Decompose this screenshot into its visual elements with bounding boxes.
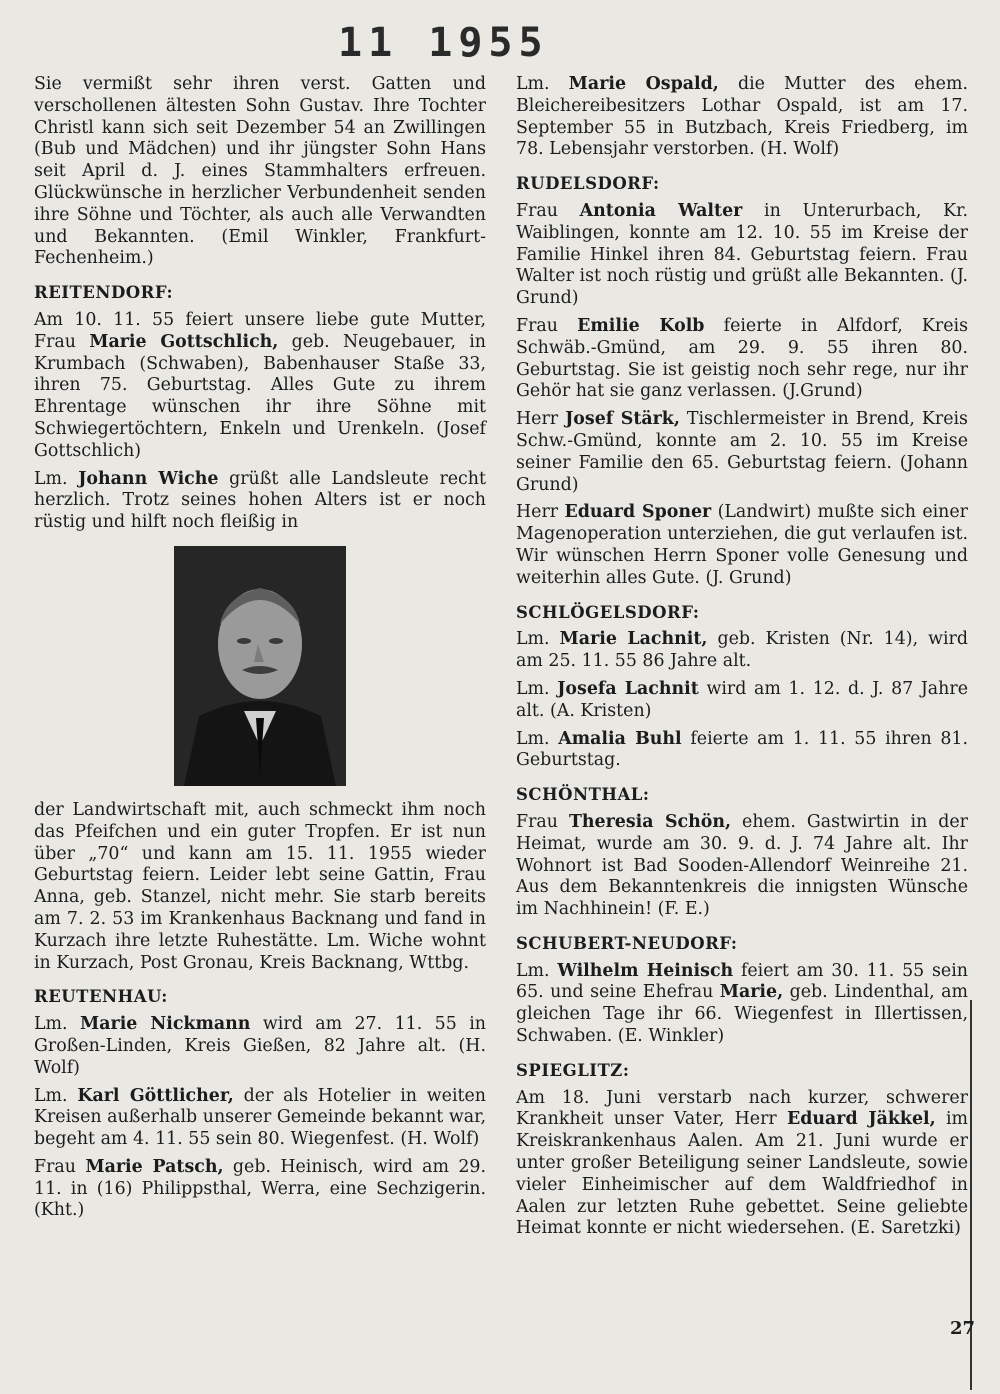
section-heading-reutenhau: REUTENHAU: [34,987,168,1007]
person-name: Marie Lachnit, [559,629,708,650]
page-number: 27 [950,1318,976,1339]
section-heading-spieglitz: SPIEGLITZ: [516,1060,630,1080]
person-name: Marie Gottschlich, [89,331,279,352]
paragraph: Lm. Marie Lachnit, geb. Kristen (Nr. 14), wird am 25. 11. 55 86 Jahre alt. [516,629,968,672]
intro-paragraph: Lm. Marie Ospald, die Mutter des ehem. Bleichereibesitzers Lothar Ospald, ist am 17. September 55 in Butzbach, Kreis Friedberg, im 78. Lebensjahr verstorben. (H. Wolf) [516,74,968,160]
paragraph: der Landwirtschaft mit, auch schmeckt ihm noch das Pfeifchen und ein guter Tropfen. Er ist nun über „70“ und kann am 15. 11. 1955 wieder Geburtstag feiern. Leider lebt seine Gattin, Frau Anna, geb. Stanzel, nicht mehr. Sie starb bereits am 7. 2. 53 im Krankenhaus Backnang und fand in Kurzach ihre letzte Ruhestätte. Lm. Wiche wohnt in Kurzach, Post Gronau, Kreis Backnang, Wttbg. [34,799,486,973]
paragraph: Lm. Amalia Buhl feierte am 1. 11. 55 ihren 81. Geburtstag. [516,728,968,771]
date-stamp: 11 1955 [338,20,549,66]
paragraph: Lm. Wilhelm Heinisch feiert am 30. 11. 55 sein 65. und seine Ehefrau Marie, geb. Lindenthal, am gleichen Tage ihr 66. Wiegenfest in Illertissen, Schwaben. (E. Winkler) [516,960,969,1047]
person-name: Eduard Sponer [564,502,712,523]
section-heading-reitendorf: REITENDORF: [34,283,174,303]
paragraph: Am 18. Juni verstarb nach kurzer, schwerer Krankheit unser Vater, Herr Eduard Jäkkel, im Kreiskrankenhaus Aalen. Am 21. Juni wurde er unter großer Beteiligung seiner Landsleute, sowie vieler Einheimischer auf dem Waldfriedhof in Aalen zur letzten Ruhe gebettet. Seine geliebte Heimat konnte er nicht wiedersehen. (E. Saretzki) [516,1087,968,1239]
section-heading-schubert-neudorf: SCHUBERT-NEUDORF: [516,933,738,953]
paragraph: Lm. Johann Wiche grüßt alle Landsleute recht herzlich. Trotz seines hohen Alters ist er noch rüstig und hilft noch fleißig in [34,468,486,533]
person-name: Emilie Kolb [577,315,705,336]
paragraph: Lm. Marie Nickmann wird am 27. 11. 55 in Großen-Linden, Kreis Gießen, 82 Jahre alt. (H. Wolf) [34,1014,486,1078]
person-name: Josef Stärk, [565,409,680,430]
person-name: Theresia Schön, [568,811,732,832]
person-name: Marie Ospald, [568,74,719,94]
person-name: Eduard Jäkkel, [786,1109,936,1130]
intro-paragraph: Sie vermißt sehr ihren verst. Gatten und verschollenen ältesten Sohn Gustav. Ihre Tochter Christl kann sich seit Dezember 54 an Zwillingen (Bub und Mädchen) und ihr jüngster Sohn Hans seit April d. J. eines Stammhalters erfreuen. Glückwünsche in herzlicher Verbundenheit senden ihre Söhne und Töchter, als auch alle Verwandten und Bekannten. (Emil Winkler, Frankfurt-Fechenheim.) [34,74,486,269]
person-name: Marie Nickmann [80,1014,251,1035]
photo-wrapper [34,546,486,786]
paragraph: Lm. Karl Göttlicher, der als Hotelier in weiten Kreisen außerhalb unserer Gemeinde bekannt war, begeht am 4. 11. 55 sein 80. Wiegenfest. (H. Wolf) [34,1085,486,1150]
left-column [34,74,486,1228]
paragraph: Frau Theresia Schön, ehem. Gastwirtin in der Heimat, wurde am 30. 9. d. J. 74 Jahre alt. Ihr Wohnort ist Bad Sooden-Allendorf Weinreihe 21. Aus dem Bekanntenkreis die innigsten Wünsche im Nachhinein! (F. E.) [516,811,968,920]
paragraph: Herr Josef Stärk, Tischlermeister in Brend, Kreis Schw.-Gmünd, konnte am 2. 10. 55 im Kreise seiner Familie den 65. Geburtstag feiern. (Johann Grund) [516,409,968,495]
person-name: Antonia Walter [579,200,743,221]
person-name: Johann Wiche [78,468,219,489]
section-heading-schoenthal: SCHÖNTHAL: [516,785,650,805]
person-name: Marie Patsch, [85,1156,224,1177]
section-heading-rudelsdorf: RUDELSDORF: [516,174,660,194]
portrait-illustration [174,546,346,786]
person-name: Marie, [719,982,784,1003]
person-name: Wilhelm Heinisch [557,960,734,981]
person-name: Amalia Buhl [558,728,682,749]
portrait-photo [174,546,346,786]
paragraph: Frau Emilie Kolb feierte in Alfdorf, Kreis Schwäb.-Gmünd, am 29. 9. 55 ihren 80. Geburtstag. Sie ist geistig noch sehr rege, nur ihr Gehör hat sie ganz verlassen. (J.Grund) [516,315,968,402]
paragraph: Am 10. 11. 55 feiert unsere liebe gute Mutter, Frau Marie Gottschlich, geb. Neugebauer, in Krumbach (Schwaben), Babenhauser Staße 33, ihren 75. Geburtstag. Alles Gute zu ihrem Ehrentage wünschen ihr ihre Söhne mit Schwiegertöchtern, Enkeln und Urenkeln. (Josef Gottschlich) [34,309,486,461]
person-name: Karl Göttlicher, [77,1085,234,1106]
section-heading-schloegelsdorf: SCHLÖGELSDORF: [516,602,700,622]
right-column [516,74,968,1246]
paragraph: Frau Antonia Walter in Unterurbach, Kr. Waiblingen, konnte am 12. 10. 55 im Kreise der Familie Hinkel ihren 84. Geburtstag feiern. Frau Walter ist noch rüstig und grüßt alle Bekannten. (J. Grund) [516,200,969,309]
paragraph: Herr Eduard Sponer (Landwirt) mußte sich einer Magenoperation unterziehen, die gut verlaufen ist. Wir wünschen Herrn Sponer volle Genesung und weiterhin alles Gute. (J. Grund) [516,502,968,588]
paragraph: Frau Marie Patsch, geb. Heinisch, wird am 29. 11. in (16) Philippsthal, Werra, eine Sechzigerin. (Kht.) [34,1156,486,1221]
person-name: Josefa Lachnit [557,678,699,699]
paragraph: Lm. Josefa Lachnit wird am 1. 12. d. J. 87 Jahre alt. (A. Kristen) [516,678,968,721]
